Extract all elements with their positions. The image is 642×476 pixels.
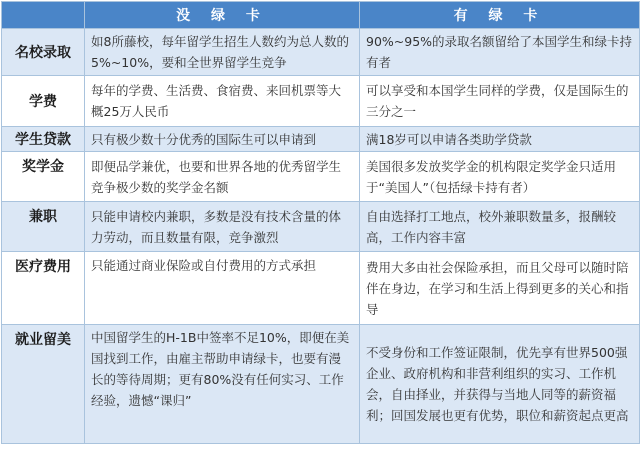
row-label: 学生贷款 xyxy=(2,127,85,152)
has-card-cell: 满18岁可以申请各类助学贷款 xyxy=(360,127,640,152)
header-corner xyxy=(2,2,85,29)
table-row xyxy=(2,202,640,252)
row-label: 就业留美 xyxy=(2,325,85,444)
table-row xyxy=(2,76,640,127)
table-row xyxy=(2,325,640,444)
has-card-cell: 自由选择打工地点，校外兼职数量多，报酬较高，工作内容丰富 xyxy=(360,202,640,252)
comparison-table-container xyxy=(1,1,641,444)
has-card-cell: 可以享受和本国学生同样的学费，仅是国际生的三分之一 xyxy=(360,76,640,127)
no-card-cell: 只能通过商业保险或自付费用的方式承担 xyxy=(85,252,360,325)
green-card-comparison-table xyxy=(1,1,640,444)
header-no-green-card: 没 绿 卡 xyxy=(85,2,360,29)
header-has-green-card: 有 绿 卡 xyxy=(360,2,640,29)
table-row xyxy=(2,152,640,202)
table-row xyxy=(2,29,640,76)
table-row xyxy=(2,127,640,152)
no-card-cell: 中国留学生的H-1B中签率不足10%，即便在美国找到工作，由雇主帮助申请绿卡，也要有漫长的等待周期；更有80%没有任何实习、工作经验，遗憾“课归” xyxy=(85,325,360,444)
has-card-cell: 不受身份和工作签证限制，优先享有世界500强企业、政府机构和非营利组织的实习、工作机会，自由择业，并获得与当地人同等的薪资福利；回国发展也更有优势，职位和薪资起点更高 xyxy=(360,325,640,444)
table-row xyxy=(2,252,640,325)
row-label: 兼职 xyxy=(2,202,85,252)
table-header-row xyxy=(2,2,640,29)
row-label: 学费 xyxy=(2,76,85,127)
has-card-cell: 90%~95%的录取名额留给了本国学生和绿卡持有者 xyxy=(360,29,640,76)
no-card-cell: 即便品学兼优，也要和世界各地的优秀留学生竞争极少数的奖学金名额 xyxy=(85,152,360,202)
no-card-cell: 每年的学费、生活费、食宿费、来回机票等大概25万人民币 xyxy=(85,76,360,127)
row-label: 名校录取 xyxy=(2,29,85,76)
has-card-cell: 费用大多由社会保险承担，而且父母可以随时陪伴在身边，在学习和生活上得到更多的关心和指导 xyxy=(360,252,640,325)
row-label: 医疗费用 xyxy=(2,252,85,325)
no-card-cell: 只有极少数十分优秀的国际生可以申请到 xyxy=(85,127,360,152)
no-card-cell: 如8所藤校，每年留学生招生人数约为总人数的5%~10%，要和全世界留学生竞争 xyxy=(85,29,360,76)
has-card-cell: 美国很多发放奖学金的机构限定奖学金只适用于“美国人”（包括绿卡持有者） xyxy=(360,152,640,202)
no-card-cell: 只能申请校内兼职，多数是没有技术含量的体力劳动，而且数量有限，竞争激烈 xyxy=(85,202,360,252)
row-label: 奖学金 xyxy=(2,152,85,202)
